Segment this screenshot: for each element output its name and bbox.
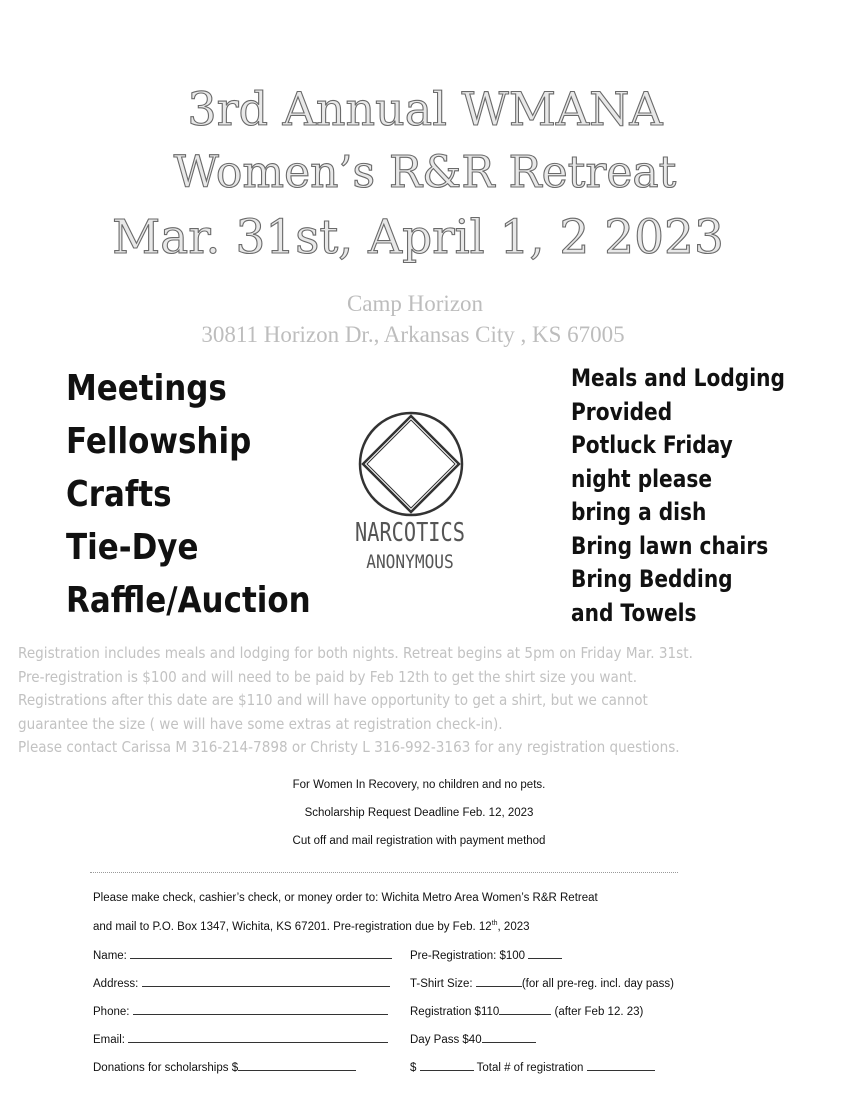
tshirt-note: (for all pre-reg. incl. day pass) <box>521 978 674 990</box>
registration-info-line: Registration includes meals and lodging for both nights. Retreat begins at 5pm on Friday Mar. 31st. <box>18 644 693 662</box>
phone-field[interactable] <box>93 1004 388 1018</box>
women-only-note: For Women In Recovery, no children and no pets. <box>292 779 546 791</box>
title-line-1: 3rd Annual WMANA <box>187 82 663 136</box>
registration-field[interactable] <box>410 1004 643 1018</box>
donations-label: Donations for scholarships $ <box>93 1062 239 1074</box>
activity-item: Crafts <box>66 474 172 515</box>
dollar-label: $ <box>410 1062 417 1074</box>
address-label: Address: <box>93 978 139 990</box>
registration-info-line: Please contact Carissa M 316-214-7898 or Christy L 316-992-3163 for any registration questions. <box>18 738 680 756</box>
amenity-item: and Towels <box>571 598 697 627</box>
amenity-item: Provided <box>571 397 673 426</box>
name-blank[interactable] <box>130 948 392 959</box>
name-field[interactable] <box>93 948 392 962</box>
daypass-label: Day Pass $40 <box>410 1034 482 1046</box>
scholarship-deadline-note: Scholarship Request Deadline Feb. 12, 2023 <box>304 807 534 819</box>
registration-info-line: Pre-registration is $100 and will need to be paid by Feb 12th to get the shirt size you want. <box>18 667 638 686</box>
registration-label: Registration $110 <box>410 1006 500 1018</box>
venue-name: Camp Horizon <box>346 291 484 316</box>
address-field[interactable] <box>93 976 390 990</box>
mail-instructions-year: , 2023 <box>497 920 530 933</box>
mail-instructions <box>93 920 530 933</box>
email-blank[interactable] <box>128 1032 388 1043</box>
phone-blank[interactable] <box>133 1004 388 1015</box>
venue-address: 30811 Horizon Dr., Arkansas City , KS 67005 <box>201 322 625 347</box>
donations-blank[interactable] <box>238 1060 356 1071</box>
ordinal-suffix: th <box>491 920 498 927</box>
activity-item: Fellowship <box>66 421 252 462</box>
prereg-field[interactable] <box>410 948 562 962</box>
prereg-blank[interactable] <box>528 948 562 959</box>
activity-item: Tie-Dye <box>66 527 199 568</box>
tshirt-label: T-Shirt Size: <box>410 978 473 990</box>
registration-note: (after Feb 12. 23) <box>554 1006 644 1018</box>
activity-item: Raffle/Auction <box>66 580 311 621</box>
email-field[interactable] <box>93 1032 388 1046</box>
activity-item: Meetings <box>66 368 227 409</box>
na-logo-icon <box>357 410 465 518</box>
amenity-item: Meals and Lodging <box>571 364 785 392</box>
cut-line <box>90 872 678 873</box>
mail-instructions-text: and mail to P.O. Box 1347, Wichita, KS 67201. Pre-registration due by Feb. 12 <box>93 920 492 933</box>
total-blank[interactable] <box>587 1060 655 1071</box>
registration-info-line: Registrations after this date are $110 and will have opportunity to get a shirt, but we cannot <box>18 691 648 709</box>
registration-blank[interactable] <box>499 1004 551 1015</box>
title-line-2: Women’s R&R Retreat <box>173 147 677 198</box>
amenity-item: Bring lawn chairs <box>571 531 769 560</box>
daypass-blank[interactable] <box>482 1032 536 1043</box>
logo-text-anonymous: ANONYMOUS <box>366 551 454 573</box>
registration-info <box>18 642 693 760</box>
payable-instructions: Please make check, cashier’s check, or money order to: Wichita Metro Area Women’s R&R Retreat <box>93 892 598 904</box>
logo-text-narcotics: NARCOTICS <box>355 518 465 548</box>
daypass-field[interactable] <box>410 1032 536 1046</box>
email-label: Email: <box>93 1034 125 1046</box>
tshirt-blank[interactable] <box>476 976 522 987</box>
activities-list <box>66 362 311 627</box>
phone-label: Phone: <box>93 1006 130 1018</box>
total-label: Total # of registration <box>476 1062 584 1074</box>
amenities-list <box>571 362 785 630</box>
name-label: Name: <box>93 950 127 962</box>
registration-info-line: guarantee the size ( we will have some extras at registration check-in). <box>18 714 503 733</box>
donations-field[interactable] <box>93 1060 356 1074</box>
amenity-item: Potluck Friday <box>571 431 733 459</box>
cut-off-note: Cut off and mail registration with payment method <box>292 835 546 847</box>
amenity-item: Bring Bedding <box>571 565 733 593</box>
amount-blank[interactable] <box>420 1060 474 1071</box>
amenity-item: night please <box>571 464 713 493</box>
amenity-item: bring a dish <box>571 498 707 526</box>
title-dates: Mar. 31st, April 1, 2 2023 <box>112 210 724 265</box>
total-field[interactable] <box>410 1060 655 1074</box>
tshirt-field[interactable] <box>410 976 674 990</box>
address-blank[interactable] <box>142 976 390 987</box>
prereg-label: Pre-Registration: $100 <box>410 950 526 962</box>
